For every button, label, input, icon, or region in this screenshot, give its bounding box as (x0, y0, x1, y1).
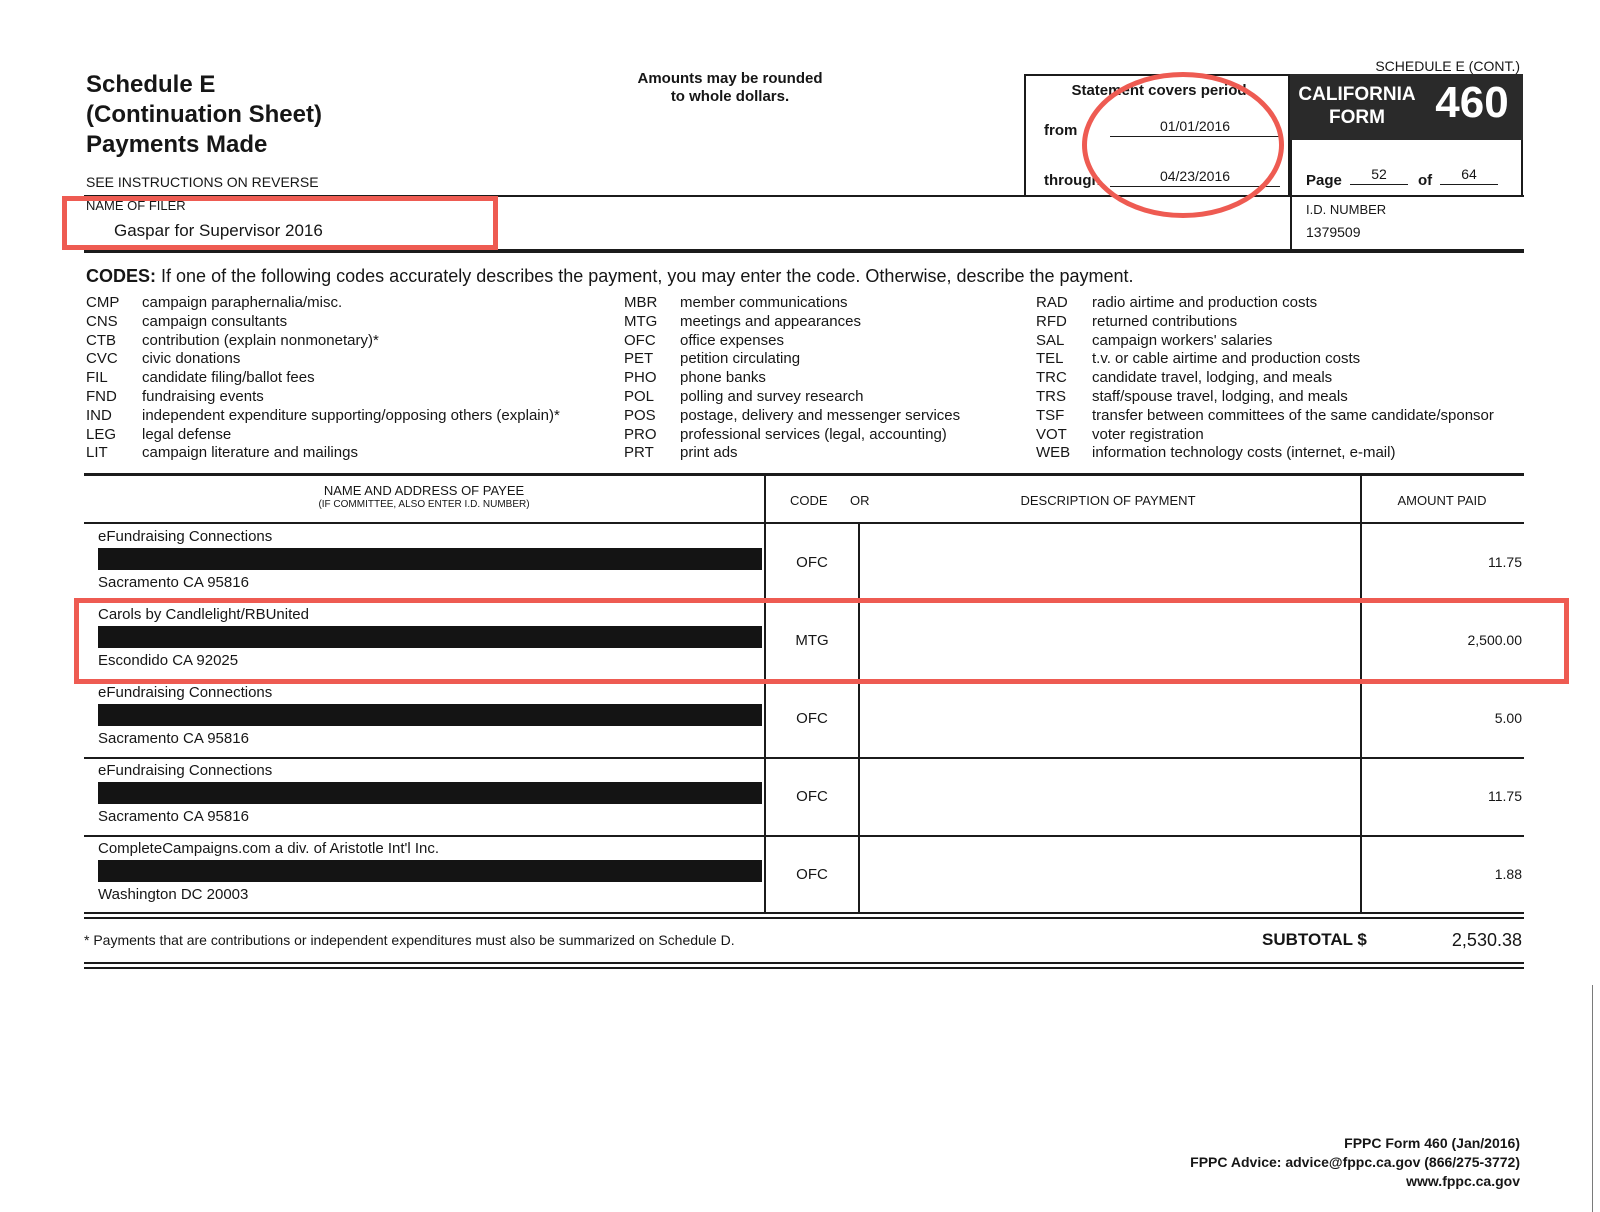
page-label: Page (1306, 172, 1342, 189)
code-description: transfer between committees of the same candidate/sponsor (1092, 406, 1494, 424)
table-bottom-rule (84, 912, 1524, 914)
code-description: postage, delivery and messenger services (680, 406, 961, 424)
footnote: * Payments that are contributions or independent expenditures must also be summarized on Schedule D. (84, 932, 735, 948)
form-title (86, 70, 322, 160)
redacted-address-bar (98, 782, 762, 804)
code-description: independent expenditure supporting/opposing others (explain)* (142, 406, 560, 424)
scan-edge-line (1592, 985, 1593, 1212)
code-entry (86, 332, 379, 351)
code-description: campaign consultants (142, 312, 288, 330)
code-entry (624, 369, 766, 388)
code-description: returned contributions (1092, 312, 1238, 330)
footer-website: www.fppc.ca.gov (1406, 1173, 1520, 1189)
code-abbreviation: TRS (1036, 388, 1066, 405)
payee-name[interactable]: eFundraising Connections (98, 684, 273, 701)
code-description: campaign literature and mailings (142, 444, 358, 462)
code-abbreviation: PHO (624, 369, 657, 387)
payee-header-title: NAME AND ADDRESS OF PAYEE (323, 483, 525, 498)
code-abbreviation: CNS (86, 312, 118, 330)
code-entry (86, 407, 560, 426)
description-amount-divider (1360, 476, 1362, 913)
period-through-value[interactable]: 04/23/2016 (1110, 168, 1280, 187)
page-total[interactable]: 64 (1440, 166, 1498, 185)
code-description: voter registration (1092, 425, 1204, 443)
code-entry (624, 313, 861, 332)
subtotal-label: SUBTOTAL $ (1262, 930, 1367, 949)
footer (1100, 1134, 1520, 1191)
code-description: member communications (680, 294, 848, 311)
footer-advice: FPPC Advice: advice@fppc.ca.gov (866/275-3772) (1190, 1154, 1520, 1170)
title-line-2: (Continuation Sheet) (86, 101, 322, 128)
payment-code[interactable]: MTG (795, 632, 829, 649)
payment-code[interactable]: OFC (796, 554, 828, 571)
payee-code-divider (764, 476, 766, 913)
statement-period-highlight-oval (1082, 72, 1284, 218)
code-abbreviation: RFD (1036, 312, 1067, 330)
period-from-value[interactable]: 01/01/2016 (1110, 118, 1280, 137)
footer-form: FPPC Form 460 (Jan/2016) (1344, 1135, 1520, 1151)
code-abbreviation: PRT (624, 444, 654, 462)
payment-code[interactable]: OFC (796, 710, 828, 727)
code-description-divider (858, 524, 860, 913)
title-line-1: Schedule E (86, 71, 216, 98)
code-description: office expenses (680, 331, 784, 349)
payee-name[interactable]: eFundraising Connections (98, 528, 273, 545)
payment-amount[interactable]: 1.88 (1494, 866, 1522, 882)
id-value[interactable]: 1379509 (1306, 224, 1361, 240)
code-description: campaign workers' salaries (1092, 331, 1273, 349)
code-description: information technology costs (internet, e-mail) (1092, 444, 1396, 462)
redacted-address-bar (98, 704, 762, 726)
filer-id-divider (1290, 195, 1292, 250)
payment-row-highlight-box (74, 598, 1569, 684)
payee-header-sub: (IF COMMITTEE, ALSO ENTER I.D. NUMBER) (318, 499, 530, 510)
code-abbreviation: PRO (624, 425, 657, 443)
page-of-label: of (1418, 172, 1433, 189)
code-description: candidate filing/ballot fees (142, 369, 315, 387)
code-abbreviation: FIL (86, 369, 108, 387)
code-abbreviation: LIT (86, 444, 108, 462)
code-description: contribution (explain nonmonetary)* (142, 331, 379, 349)
code-entry (86, 426, 231, 445)
code-description: candidate travel, lodging, and meals (1092, 369, 1333, 387)
code-entry (1036, 369, 1332, 388)
payee-city[interactable]: Sacramento CA 95816 (98, 730, 249, 747)
code-entry (1036, 294, 1317, 313)
payment-code[interactable]: OFC (796, 866, 828, 883)
payee-name[interactable]: CompleteCampaigns.com a div. of Aristotle Int'l Inc. (98, 840, 440, 857)
description-header: DESCRIPTION OF PAYMENT (1020, 493, 1196, 508)
statement-period-label: Statement covers period (1071, 82, 1247, 99)
code-entry (624, 350, 800, 369)
payee-city[interactable]: Sacramento CA 95816 (98, 574, 249, 591)
amount-header: AMOUNT PAID (1397, 493, 1487, 508)
payee-name[interactable]: eFundraising Connections (98, 762, 273, 779)
code-description: petition circulating (680, 350, 801, 368)
code-abbreviation: TSF (1036, 406, 1065, 424)
code-description: polling and survey research (680, 388, 864, 405)
codes-intro: If one of the following codes accurately describes the payment, you may enter the code. Otherwise, describe the payment. (161, 266, 1134, 286)
code-entry (1036, 332, 1272, 351)
code-description: civic donations (142, 350, 241, 368)
form-badge (1290, 74, 1523, 140)
filer-label: NAME OF FILER (86, 198, 186, 213)
code-abbreviation: POL (624, 388, 655, 405)
code-header: CODE (790, 493, 828, 508)
payment-code[interactable]: OFC (796, 788, 828, 805)
code-entry (86, 294, 342, 313)
code-entry (624, 444, 738, 463)
code-entry (624, 426, 947, 445)
instructions-note: SEE INSTRUCTIONS ON REVERSE (86, 174, 319, 190)
code-abbreviation: POS (624, 406, 656, 424)
subtotal-rule-2 (84, 967, 1524, 969)
code-abbreviation: RAD (1036, 294, 1068, 311)
code-abbreviation: CMP (86, 294, 120, 311)
table-bottom-rule-2 (84, 917, 1524, 919)
redacted-address-bar (98, 548, 762, 570)
code-abbreviation: CVC (86, 350, 118, 368)
code-description: fundraising events (142, 388, 264, 405)
code-abbreviation: IND (86, 406, 112, 424)
form-badge-form: FORM (1329, 107, 1385, 128)
code-entry (1036, 407, 1494, 426)
rounding-note-line-1: Amounts may be rounded (637, 70, 823, 87)
table-header-rule (84, 522, 1524, 524)
payee-city[interactable]: Sacramento CA 95816 (98, 808, 249, 825)
title-line-3: Payments Made (86, 131, 268, 158)
code-description: staff/spouse travel, lodging, and meals (1092, 388, 1348, 405)
code-abbreviation: LEG (86, 425, 117, 443)
code-description: campaign paraphernalia/misc. (142, 294, 343, 311)
code-entry (86, 444, 358, 463)
code-abbreviation: OFC (624, 331, 656, 349)
payee-header (84, 484, 764, 512)
redacted-address-bar (98, 860, 762, 882)
code-entry (1036, 388, 1348, 407)
filer-name[interactable]: Gaspar for Supervisor 2016 (114, 221, 323, 240)
code-description: phone banks (680, 369, 766, 387)
code-abbreviation: TRC (1036, 369, 1067, 387)
payee-city[interactable]: Washington DC 20003 (98, 886, 249, 903)
form-badge-number: 460 (1435, 78, 1509, 127)
subtotal-rule (84, 962, 1524, 964)
or-header: OR (850, 493, 870, 508)
rounding-note-line-2: to whole dollars. (670, 88, 790, 105)
codes-heading-line (86, 266, 1134, 287)
row-divider (84, 835, 1524, 837)
code-entry (86, 350, 240, 369)
code-description: meetings and appearances (680, 312, 861, 330)
code-entry (1036, 313, 1237, 332)
code-description: radio airtime and production costs (1092, 294, 1318, 311)
code-abbreviation: SAL (1036, 331, 1065, 349)
codes-heading: CODES: (86, 266, 157, 286)
code-abbreviation: VOT (1036, 425, 1067, 443)
code-entry (624, 294, 848, 313)
code-abbreviation: PET (624, 350, 654, 368)
subtotal-value[interactable]: 2,530.38 (1451, 930, 1522, 950)
period-through-label: through (1044, 172, 1101, 189)
code-description: print ads (680, 444, 738, 462)
id-label: I.D. NUMBER (1306, 202, 1387, 217)
code-abbreviation: MTG (624, 312, 658, 330)
payment-amount[interactable]: 11.75 (1488, 554, 1522, 570)
payee-name[interactable]: Carols by Candlelight/RBUnited (98, 606, 309, 623)
row-divider (84, 757, 1524, 759)
code-abbreviation: MBR (624, 294, 658, 311)
code-entry (1036, 444, 1395, 463)
rounding-note (600, 70, 860, 106)
code-entry (624, 332, 784, 351)
code-entry (624, 388, 863, 407)
code-entry (86, 369, 315, 388)
code-abbreviation: TEL (1036, 350, 1064, 368)
code-description: t.v. or cable airtime and production costs (1092, 350, 1361, 368)
code-description: professional services (legal, accounting) (680, 425, 947, 443)
code-entry (624, 407, 960, 426)
code-abbreviation: CTB (86, 331, 116, 349)
code-abbreviation: FND (86, 388, 117, 405)
schedule-cont-label: SCHEDULE E (CONT.) (1375, 58, 1520, 74)
filer-name-highlight-box (62, 196, 498, 250)
page-current[interactable]: 52 (1350, 166, 1408, 185)
form-badge-california: CALIFORNIA (1298, 84, 1416, 105)
payment-amount[interactable]: 5.00 (1494, 710, 1522, 726)
code-entry (86, 313, 287, 332)
code-entry (1036, 350, 1360, 369)
payment-amount[interactable]: 11.75 (1488, 788, 1522, 804)
period-from-label: from (1044, 122, 1078, 139)
payment-amount[interactable]: 2,500.00 (1467, 632, 1522, 648)
code-entry (1036, 426, 1204, 445)
code-abbreviation: WEB (1036, 444, 1071, 462)
code-description: legal defense (142, 425, 232, 443)
table-top-rule (84, 473, 1524, 476)
payee-city[interactable]: Escondido CA 92025 (98, 652, 239, 669)
code-entry (86, 388, 264, 407)
